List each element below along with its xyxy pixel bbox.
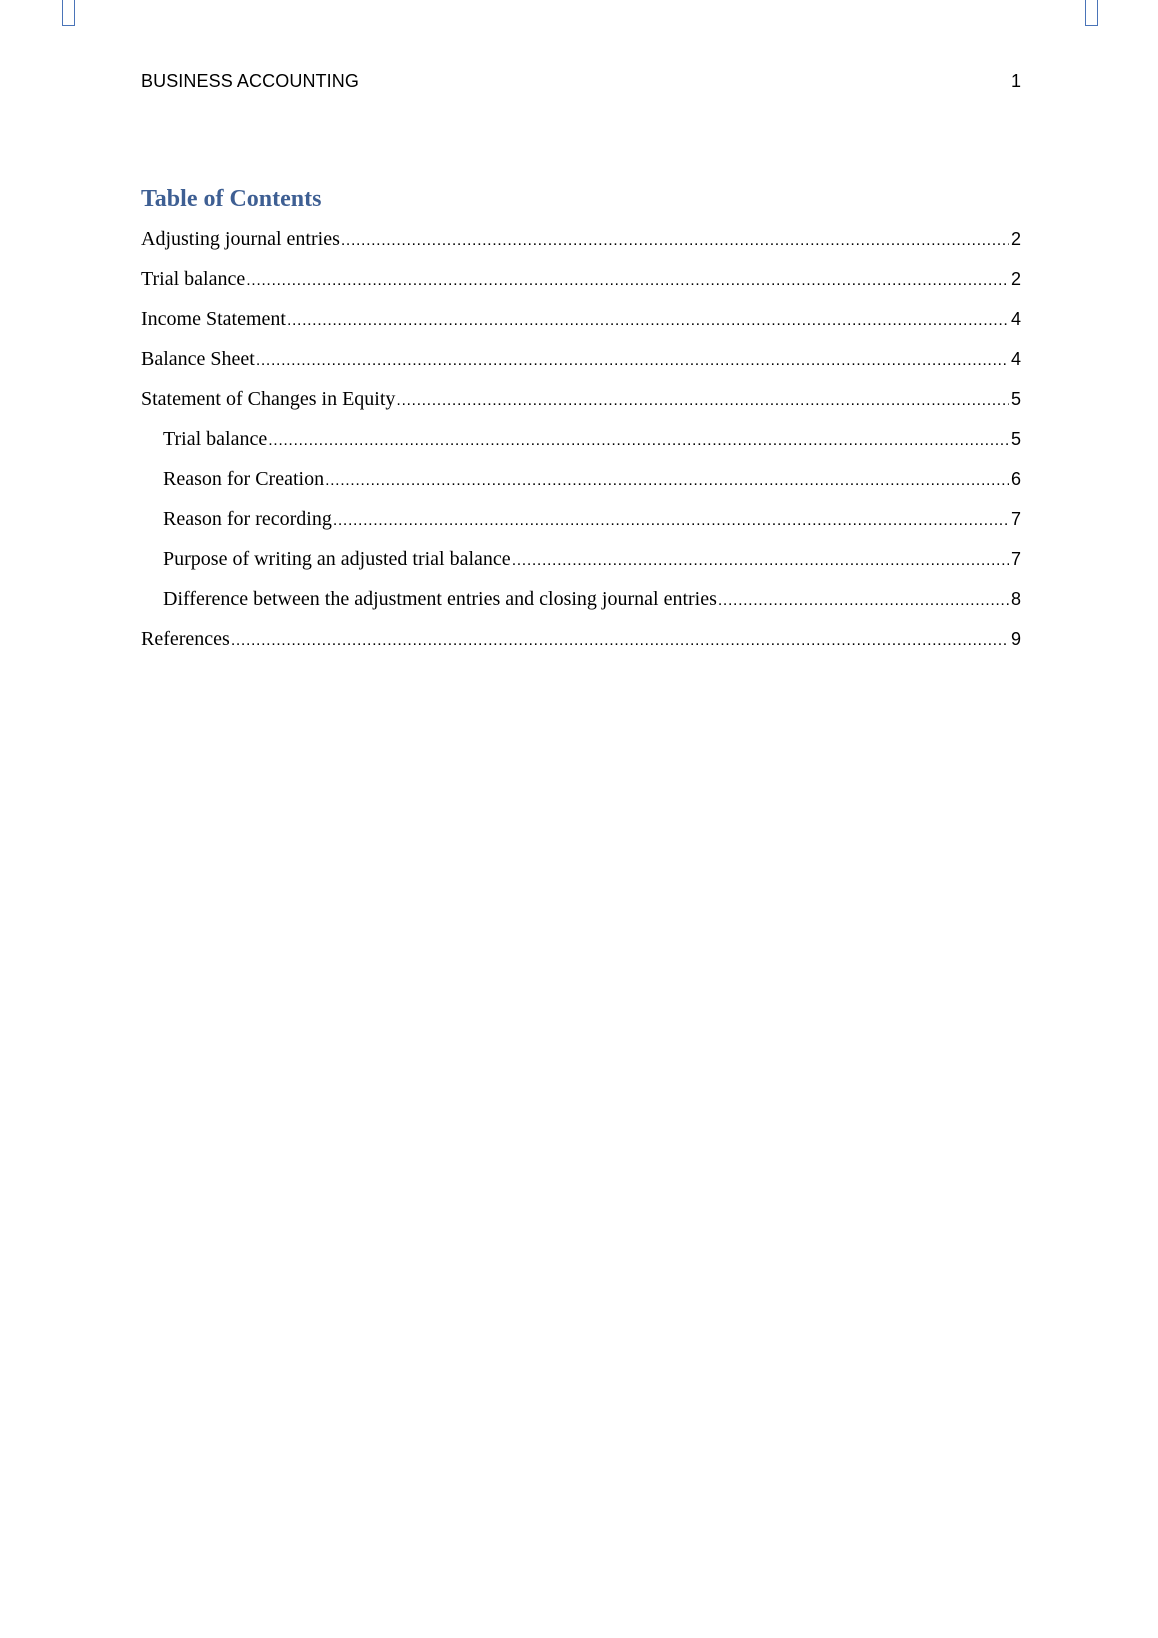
toc-entry-page: 7 [1010,549,1021,569]
toc-entry-page: 4 [1010,349,1021,369]
toc-entry-text: Income Statement [141,308,286,330]
toc-entry-text: Balance Sheet [141,348,255,370]
toc-entry-page: 9 [1010,629,1021,649]
toc-entry-text: Reason for recording [163,508,332,530]
toc-subentry[interactable] [141,468,1021,508]
toc-entry-text: Adjusting journal entries [141,228,340,250]
toc-dot-leader [230,632,1009,650]
toc-entry-page: 8 [1010,589,1021,609]
toc-entry-page: 4 [1010,309,1021,329]
toc-dot-leader [324,472,1009,490]
toc-entry-text: Trial balance [163,428,268,450]
toc-entry[interactable] [141,268,1021,308]
running-header-page-number: 1 [1010,71,1021,91]
toc-subentry[interactable] [141,508,1021,548]
running-header-title: BUSINESS ACCOUNTING [141,71,359,91]
toc-entry-page: 7 [1010,509,1021,529]
toc-entry-page: 5 [1010,389,1021,409]
toc-entry[interactable] [141,228,1021,268]
crop-mark-right-icon [1085,0,1098,26]
toc-subentry[interactable] [141,588,1021,628]
toc-entry[interactable] [141,348,1021,388]
crop-mark-left-icon [62,0,75,26]
toc-entry-text: Trial balance [141,268,246,290]
toc-list [141,228,1021,668]
toc-subentry[interactable] [141,428,1021,468]
toc-dot-leader [255,352,1009,370]
toc-subentry[interactable] [141,548,1021,588]
toc-entry-page: 2 [1010,269,1021,289]
toc-dot-leader [267,432,1009,450]
toc-entry[interactable] [141,628,1021,668]
toc-entry-text: Difference between the adjustment entries and closing journal entries [163,588,717,610]
toc-entry-page: 6 [1010,469,1021,489]
toc-entry-text: References [141,628,230,650]
toc-dot-leader [286,312,1009,330]
toc-entry-text: Reason for Creation [163,468,325,490]
toc-heading: Table of Contents [141,186,322,212]
toc-entry-text: Purpose of writing an adjusted trial balance [163,548,511,570]
toc-entry-page: 5 [1010,429,1021,449]
toc-entry[interactable] [141,308,1021,348]
toc-entry[interactable] [141,388,1021,428]
toc-entry-page: 2 [1010,229,1021,249]
toc-entry-text: Statement of Changes in Equity [141,388,396,410]
toc-dot-leader [717,592,1009,610]
toc-dot-leader [395,392,1009,410]
toc-dot-leader [332,512,1009,530]
toc-dot-leader [340,232,1009,250]
toc-dot-leader [245,272,1009,290]
toc-dot-leader [511,552,1009,570]
